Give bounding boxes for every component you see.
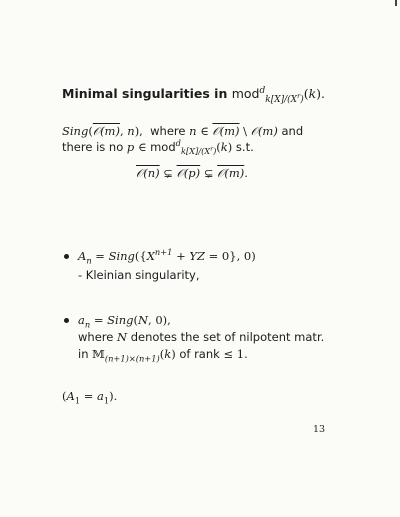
title-mod-expression: mod$^d_{k[X]/(X^r)}$(k). xyxy=(231,85,326,105)
page-number: 13 xyxy=(313,424,326,435)
bullet-kleinian: $A_n$ = $Sing(\{X^{n+1}$ + YZ = 0}, 0) xyxy=(78,249,256,263)
definition-line-3: 𝒪(n) ⊊ 𝒪(p) ⊊ 𝒪(m). xyxy=(136,166,248,180)
definition-line-1: Sing(𝒪(m), n), where n ∈ 𝒪(m) \ 𝒪(m) and xyxy=(62,124,304,138)
there-is-no-text: there is no xyxy=(62,140,124,154)
equation-a1: $(A_1 = a_1)$. xyxy=(62,389,118,406)
bullet-dot-icon xyxy=(64,254,69,259)
sing-symbol: Sing xyxy=(62,124,89,138)
bullet-nilpotent: $a_n$ = Sing(N, 0), xyxy=(78,313,171,327)
and-word: and xyxy=(281,124,304,138)
where-word: where xyxy=(150,124,186,138)
nilpotent-line-3: in 𝕄$_{(n+1)\times(n+1)}$(k) of rank ≤ 1. xyxy=(78,347,248,364)
slide-title xyxy=(62,85,326,105)
st-text: s.t. xyxy=(235,140,254,154)
edge-mark xyxy=(395,0,397,6)
nilpotent-line-2: where N denotes the set of nilpotent matr. xyxy=(78,330,325,344)
title-text: Minimal singularities in xyxy=(62,86,228,101)
definition-line-2: there is no p ∈ mod$^d_{k[X]/(X^r)}$(k) s.t. xyxy=(62,138,254,157)
kleinian-label: - Kleinian singularity, xyxy=(78,268,200,282)
bullet-dot-icon xyxy=(64,318,69,323)
